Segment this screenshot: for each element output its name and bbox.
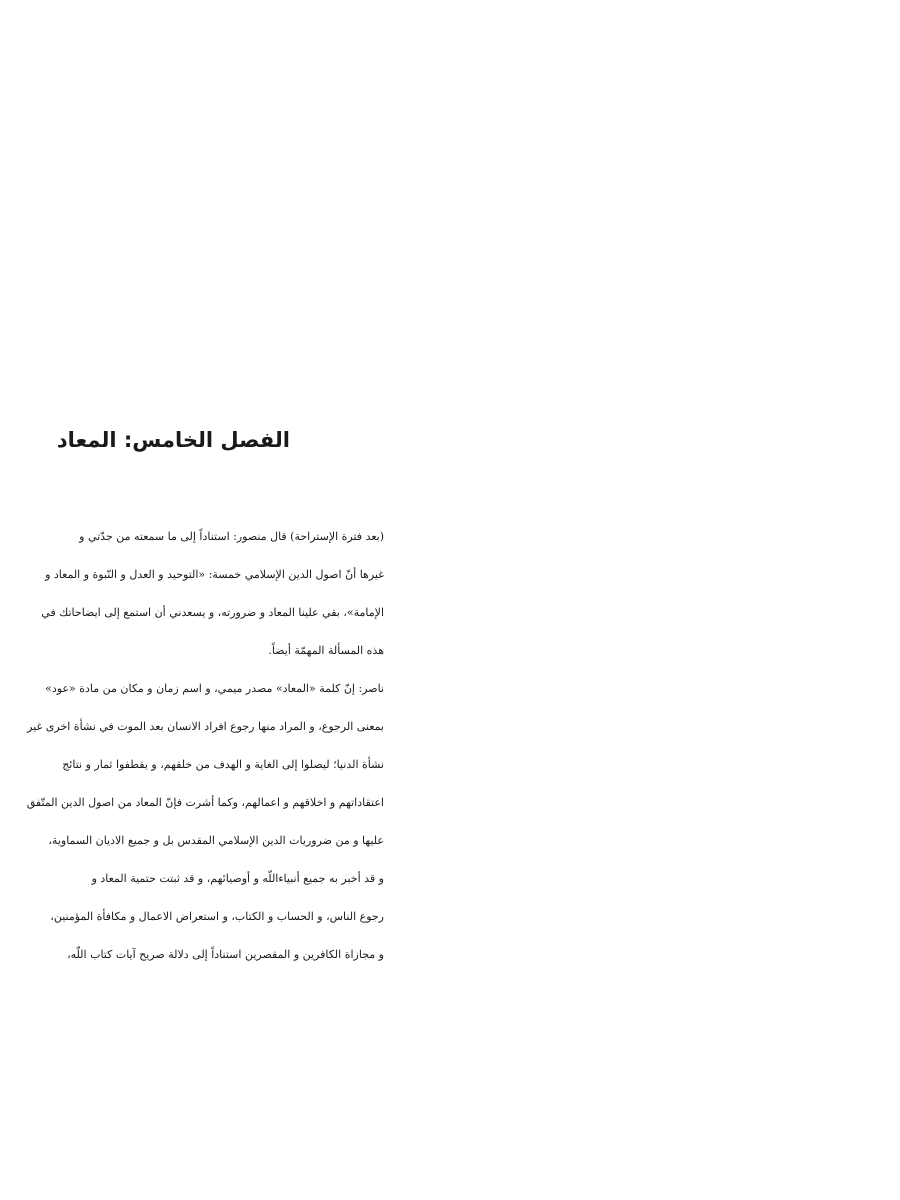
text-line: رجوع الناس، و الحساب و الكتاب، و استعراض الاعمال و مكافأة المؤمنين،: [50, 910, 384, 923]
text-line: غيرها أنّ اصول الدين الإسلامي خمسة: «التوحيد و العدل و النّبوة و المعاد و: [45, 568, 384, 581]
text-line: نشأة الدنيا؛ ليصلوا إلى الغاية و الهدف من خلقهم، و يقطفوا ثمار و نتائج: [62, 758, 384, 771]
text-line: و قد أخبر به جميع أنبياءاللّه و أوصيائهم، و قد ثبتت حتمية المعاد و: [91, 872, 384, 885]
body-text: [26, 518, 384, 974]
text-line: (بعد فترة الإستراحة) قال منصور: استناداً إلى ما سمعته من جدّتي و: [79, 530, 384, 543]
chapter-title: الفصل الخامس: المعاد: [56, 428, 290, 452]
text-line: عليها و من ضروريات الدين الإسلامي المقدس بل و جميع الاديان السماوية،: [48, 834, 384, 847]
text-line: هذه المسألة المهمّة أيضاً.: [268, 644, 384, 657]
text-line: بمعنى الرجوع، و المراد منها رجوع افراد الانسان بعد الموت في نشأة اخرى غير: [27, 720, 384, 733]
text-line: الإمامة»، بقي علينا المعاد و ضرورته، و يسعدني أن استمع إلى ايضاحاتك في: [41, 606, 384, 619]
text-line: ناصر: إنّ كلمة «المعاد» مصدر ميمي، و اسم زمان و مكان من مادة «عود»: [45, 682, 384, 695]
text-line: اعتقاداتهم و اخلاقهم و اعمالهم، وكما أشرت فإنّ المعاد من اصول الدين المتّفق: [26, 796, 384, 809]
text-line: و مجازاة الكافرين و المقصرين استناداً إلى دلالة صريح آيات كتاب اللّه،: [67, 948, 384, 961]
